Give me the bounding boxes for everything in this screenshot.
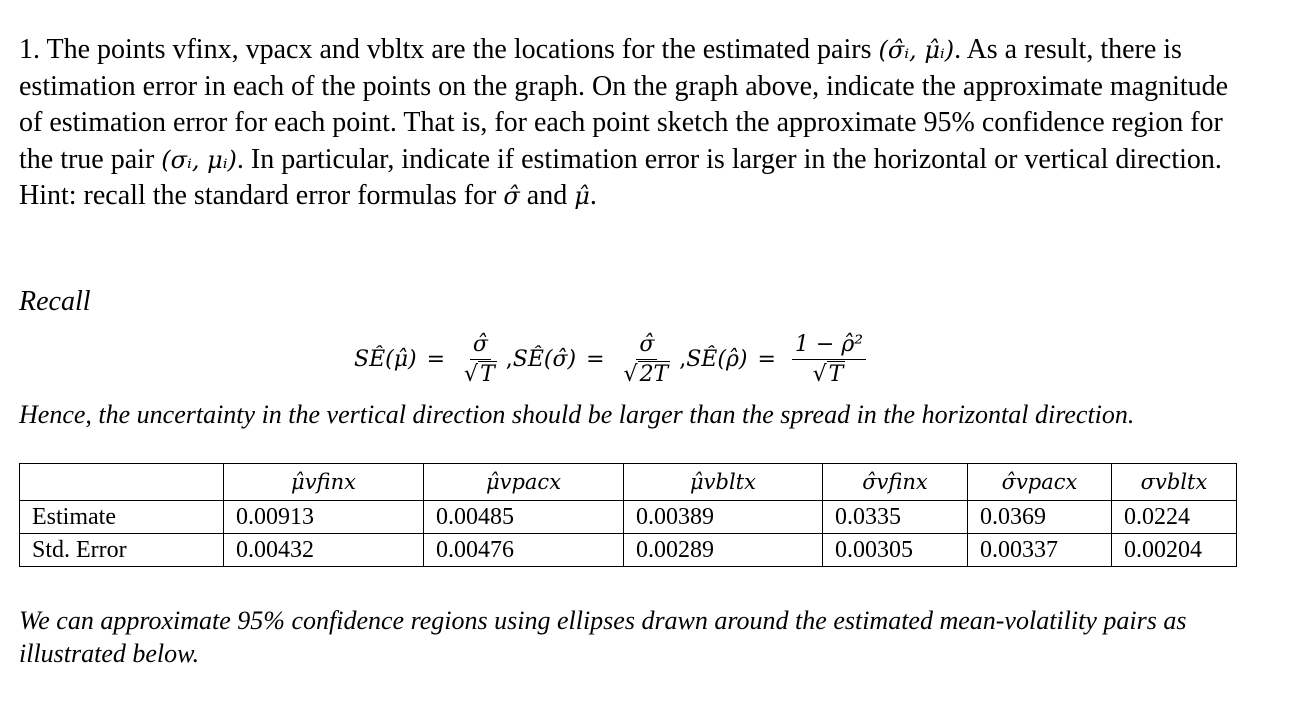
- table-cell: 0.00389: [624, 501, 823, 534]
- table-cell: 0.00432: [224, 534, 424, 567]
- estimated-pair-math: (σ̂ᵢ, μ̂ᵢ): [878, 36, 955, 64]
- table-cell: 0.00204: [1112, 534, 1237, 567]
- se-mu-fraction: $\frac{\sigmâ}{√T}$: [464, 331, 495, 387]
- hence-statement: Hence, the uncertainty in the vertical direction should be larger than the spread in the horizontal direction.: [19, 400, 1135, 429]
- mu-hat-math: μ̂: [574, 182, 590, 210]
- true-pair-math: (σᵢ, μᵢ): [161, 145, 237, 174]
- table-cell: 0.00913: [224, 501, 424, 534]
- table-cell: 0.00337: [968, 534, 1112, 567]
- standard-error-formulas: SÊ(μ̂) = $\frac{\sigmâ}{√T}$ , SÊ(σ̂) = $\frac{\sigmâ}{√2T}$ , SÊ(ρ̂) = $\frac{\text{1 − ρ̂²}}{√T}$: [354, 320, 872, 398]
- table-header-cell: σ̂vpacx: [968, 464, 1112, 501]
- sigma-hat-math: σ̂: [503, 182, 520, 210]
- table-cell: Estimate: [20, 501, 224, 534]
- table-header-cell: μ̂vpacx: [424, 464, 624, 501]
- estimates-table: [19, 463, 1237, 567]
- table-cell: 0.00485: [424, 501, 624, 534]
- se-rho-lhs: SÊ(ρ̂): [686, 346, 748, 372]
- table-cell: 0.0224: [1112, 501, 1237, 534]
- table-row: [20, 534, 1237, 567]
- table-cell: Std. Error: [20, 534, 224, 567]
- table-header-cell: μ̂vbltx: [624, 464, 823, 501]
- table-cell: 0.00289: [624, 534, 823, 567]
- table-cell: 0.00305: [823, 534, 968, 567]
- se-mu-lhs: SÊ(μ̂): [354, 346, 417, 372]
- table-header-cell: σvbltx: [1112, 464, 1237, 501]
- se-rho-fraction: $\frac{\text{1 − ρ̂²}}{√T}$: [792, 332, 866, 387]
- table-row: [20, 501, 1237, 534]
- recall-label: Recall: [19, 286, 91, 317]
- table-cell: 0.0335: [823, 501, 968, 534]
- table-header-cell: σ̂vfinx: [823, 464, 968, 501]
- question-paragraph: 1. The points vfinx, vpacx and vbltx are the locations for the estimated pairs (σ̂ᵢ, μ̂ᵢ). As a result, there is estimation error in each of the points on the graph. On the graph above, indicate the approximate magnitude of estimation error for each point. That is, for each point sketch the approximate 95% confidence region for the true pair (σᵢ, μᵢ). In particular, indicate if estimation error is larger in the horizontal or vertical direction. Hint: recall the standard error formulas for σ̂ and μ̂.: [19, 34, 1229, 211]
- table-header-cell: μ̂vfinx: [224, 464, 424, 501]
- table-header-row: [20, 464, 1237, 501]
- table-header-cell: [20, 464, 224, 501]
- closing-statement: We can approximate 95% confidence regions using ellipses drawn around the estimated mean-volatility pairs as illustrated below.: [19, 606, 1187, 668]
- se-sigma-lhs: SÊ(σ̂): [512, 346, 577, 372]
- table-cell: 0.00476: [424, 534, 624, 567]
- se-sigma-fraction: $\frac{\sigmâ}{√2T}$: [623, 331, 669, 387]
- table-cell: 0.0369: [968, 501, 1112, 534]
